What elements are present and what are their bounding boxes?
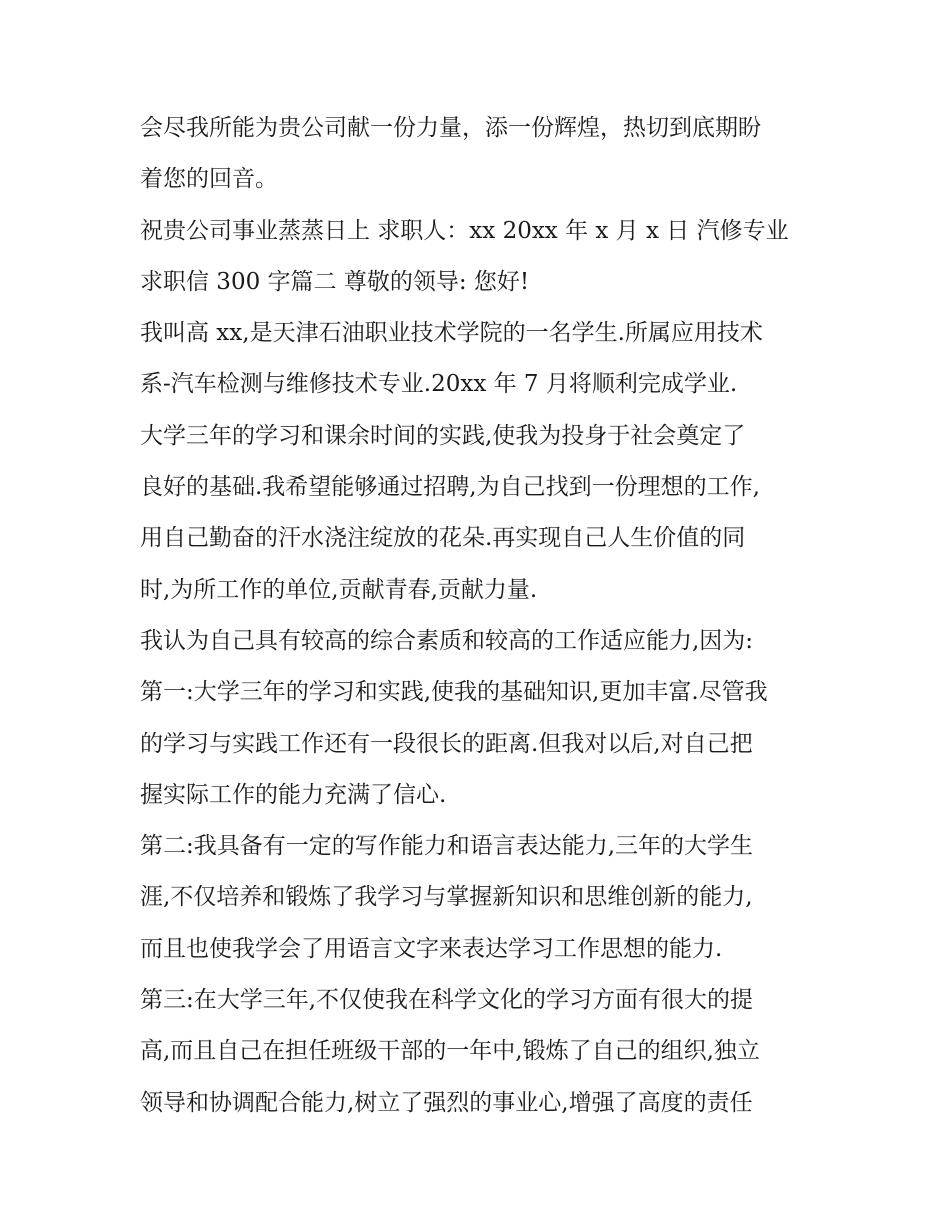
- text-line: 用自己勤奋的汗水浇注绽放的花朵.再实现自己人生价值的同: [140, 525, 746, 552]
- text-line: 领导和协调配合能力,树立了强烈的事业心,增强了高度的责任: [140, 1089, 753, 1116]
- text-line: 求职信 300 字篇二 尊敬的领导: 您好!: [140, 268, 530, 295]
- text-line: 大学三年的学习和课余时间的实践,使我为投身于社会奠定了: [140, 422, 746, 449]
- text-line: 涯,不仅培养和锻炼了我学习与掌握新知识和思维创新的能力,: [140, 884, 753, 911]
- text-line: 系-汽车检测与维修技术专业.20xx 年 7 月将顺利完成学业.: [140, 371, 738, 398]
- text-line: 的学习与实践工作还有一段很长的距离.但我对以后,对自己把: [140, 730, 753, 757]
- text-line: 而且也使我学会了用语言文字来表达学习工作思想的能力.: [140, 935, 723, 962]
- text-line: 祝贵公司事业蒸蒸日上 求职人：xx 20xx 年 x 月 x 日 汽修专业: [140, 217, 789, 244]
- text-line: 握实际工作的能力充满了信心.: [140, 781, 447, 808]
- letter-body: [140, 103, 820, 1129]
- text-line: 第一:大学三年的学习和实践,使我的基础知识,更加丰富.尽管我: [140, 679, 768, 706]
- text-line: 第三:在大学三年,不仅使我在科学文化的学习方面有很大的提: [140, 987, 754, 1014]
- text-line: 着您的回音。: [140, 166, 278, 193]
- text-line: 良好的基础.我希望能够通过招聘,为自己找到一份理想的工作,: [140, 474, 760, 501]
- text-line: 高,而且自己在担任班级干部的一年中,锻炼了自己的组织,独立: [140, 1038, 760, 1065]
- text-line: 我叫高 xx,是天津石油职业技术学院的一名学生.所属应用技术: [140, 320, 763, 347]
- text-line: 第二:我具备有一定的写作能力和语言表达能力,三年的大学生: [140, 833, 754, 860]
- text-line: 时,为所工作的单位,贡献青春,贡献力量.: [140, 576, 538, 603]
- text-line: 我认为自己具有较高的综合素质和较高的工作适应能力,因为:: [140, 627, 754, 654]
- text-line: 会尽我所能为贵公司献一份力量，添一份辉煌，热切到底期盼: [140, 115, 761, 141]
